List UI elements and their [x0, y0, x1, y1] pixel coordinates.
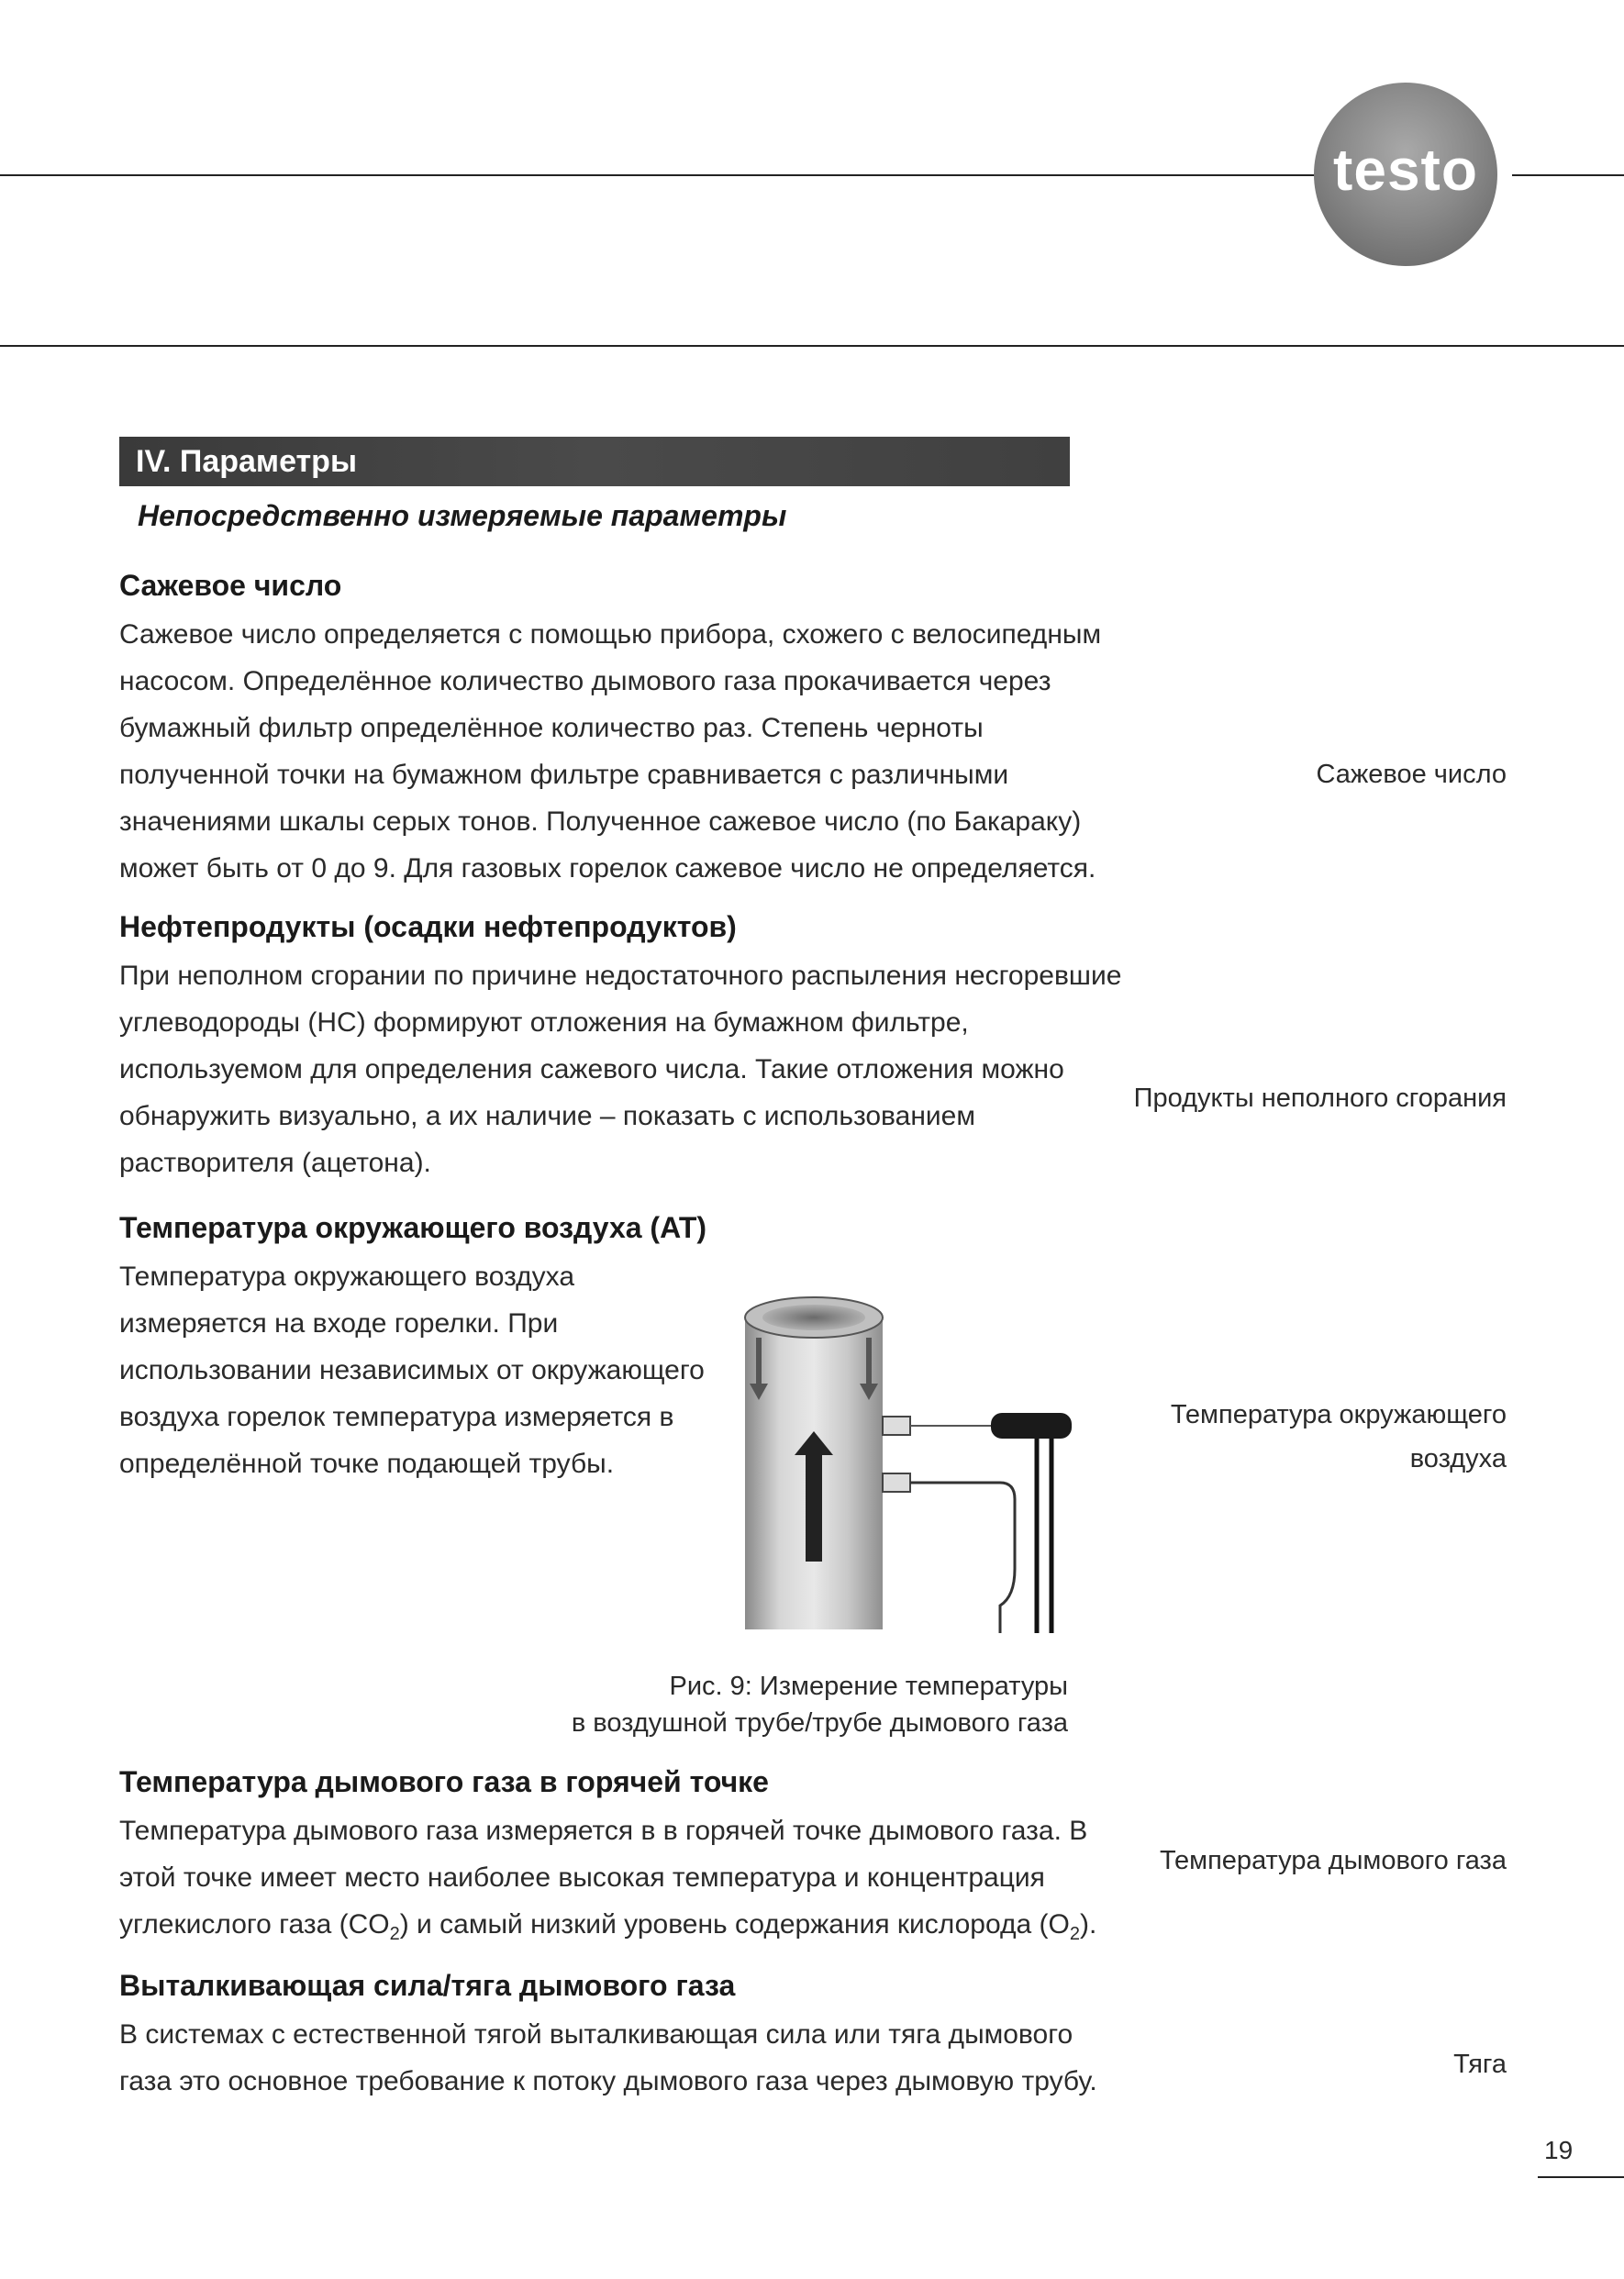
- formula-text: углекислого газа (CO: [119, 1909, 390, 1940]
- formula-text: ).: [1080, 1909, 1097, 1940]
- header-rule: [0, 174, 1319, 176]
- text-line: Температура окружающего воздуха: [119, 1262, 575, 1292]
- section-title-soot: Сажевое число: [119, 569, 342, 602]
- paragraph-draft: [119, 2011, 1097, 2105]
- text-line: растворителя (ацетона).: [119, 1148, 431, 1178]
- caption-line: Рис. 9: Измерение температуры: [669, 1672, 1068, 1701]
- page-number-rule: [1538, 2176, 1624, 2178]
- text-line: используемом для определения сажевого числа. Такие отложения можно: [119, 1054, 1064, 1084]
- text-line: бумажный фильтр определённое количество раз. Степень черноты: [119, 713, 984, 743]
- margin-note-flue-temp: Температура дымового газа: [1159, 1846, 1507, 1875]
- text-line: использовании независимых от окружающего: [119, 1355, 705, 1385]
- text-line: воздуха горелок температура измеряется в: [119, 1402, 674, 1432]
- margin-line: воздуха: [1409, 1444, 1507, 1473]
- subscript: 2: [1069, 1924, 1080, 1944]
- paragraph-flue-temp: [119, 1807, 1096, 1958]
- paragraph-oil: [119, 952, 1121, 1186]
- text-line: углеводороды (НС) формируют отложения на бумажном фильтре,: [119, 1007, 969, 1038]
- section-title-ambient: Температура окружающего воздуха (AT): [119, 1211, 707, 1244]
- subscript: 2: [389, 1924, 400, 1944]
- section-title-draft: Выталкивающая сила/тяга дымового газа: [119, 1969, 736, 2002]
- margin-note-draft: Тяга: [1453, 2050, 1507, 2079]
- text-line: измеряется на входе горелки. При: [119, 1308, 559, 1339]
- text-line: насосом. Определённое количество дымового газа прокачивается через: [119, 666, 1051, 696]
- margin-note-soot: Сажевое число: [1316, 760, 1507, 789]
- margin-note-ambient: [1171, 1393, 1507, 1481]
- section-banner-title: IV. Параметры: [136, 444, 357, 479]
- section-title-flue-temp: Температура дымового газа в горячей точке: [119, 1765, 769, 1798]
- paragraph-ambient: [119, 1253, 705, 1487]
- text-line-formula: [119, 1901, 1096, 1958]
- text-line: газа это основное требование к потоку дымового газа через дымовую трубу.: [119, 2066, 1097, 2096]
- caption-line: в воздушной трубе/трубе дымового газа: [571, 1708, 1068, 1738]
- text-line: обнаружить визуально, а их наличие – показать с использованием: [119, 1101, 975, 1131]
- text-line: может быть от 0 до 9. Для газовых горелок сажевое число не определяется.: [119, 853, 1096, 884]
- text-line: полученной точки на бумажном фильтре сравнивается с различными: [119, 760, 1009, 790]
- section-subheading: Непосредственно измеряемые параметры: [138, 499, 787, 532]
- margin-note-oil: Продукты неполного сгорания: [1133, 1084, 1507, 1113]
- text-line: Температура дымового газа измеряется в в горячей точке дымового газа. В: [119, 1816, 1088, 1846]
- text-line: значениями шкалы серых тонов. Полученное сажевое число (по Бакараку): [119, 806, 1082, 837]
- text-line: При неполном сгорании по причине недостаточного распыления несгоревшие: [119, 961, 1122, 991]
- temperature-probe-upper: [883, 1413, 1072, 1633]
- header-rule-right: [1512, 174, 1624, 176]
- logo-text: testo: [1333, 137, 1478, 203]
- margin-line: Температура окружающего: [1170, 1400, 1507, 1429]
- temperature-probe-lower: [883, 1473, 1015, 1633]
- page-number: 19: [1544, 2136, 1574, 2164]
- section-title-oil: Нефтепродукты (осадки нефтепродуктов): [119, 910, 737, 943]
- text-line: Сажевое число определяется с помощью прибора, схожего с велосипедным: [119, 619, 1102, 650]
- header-divider: [0, 345, 1624, 347]
- formula-text: ) и самый низкий уровень содержания кислорода (O: [399, 1909, 1070, 1940]
- paragraph-soot: [119, 611, 1101, 892]
- pipe-probe-illustration: [734, 1294, 1083, 1642]
- text-line: определённой точке подающей трубы.: [119, 1449, 615, 1479]
- text-line: этой точке имеет место наиболее высокая температура и концентрация: [119, 1862, 1045, 1893]
- text-line: В системах с естественной тягой выталкивающая сила или тяга дымового: [119, 2019, 1073, 2050]
- figure-caption: [572, 1668, 1068, 1741]
